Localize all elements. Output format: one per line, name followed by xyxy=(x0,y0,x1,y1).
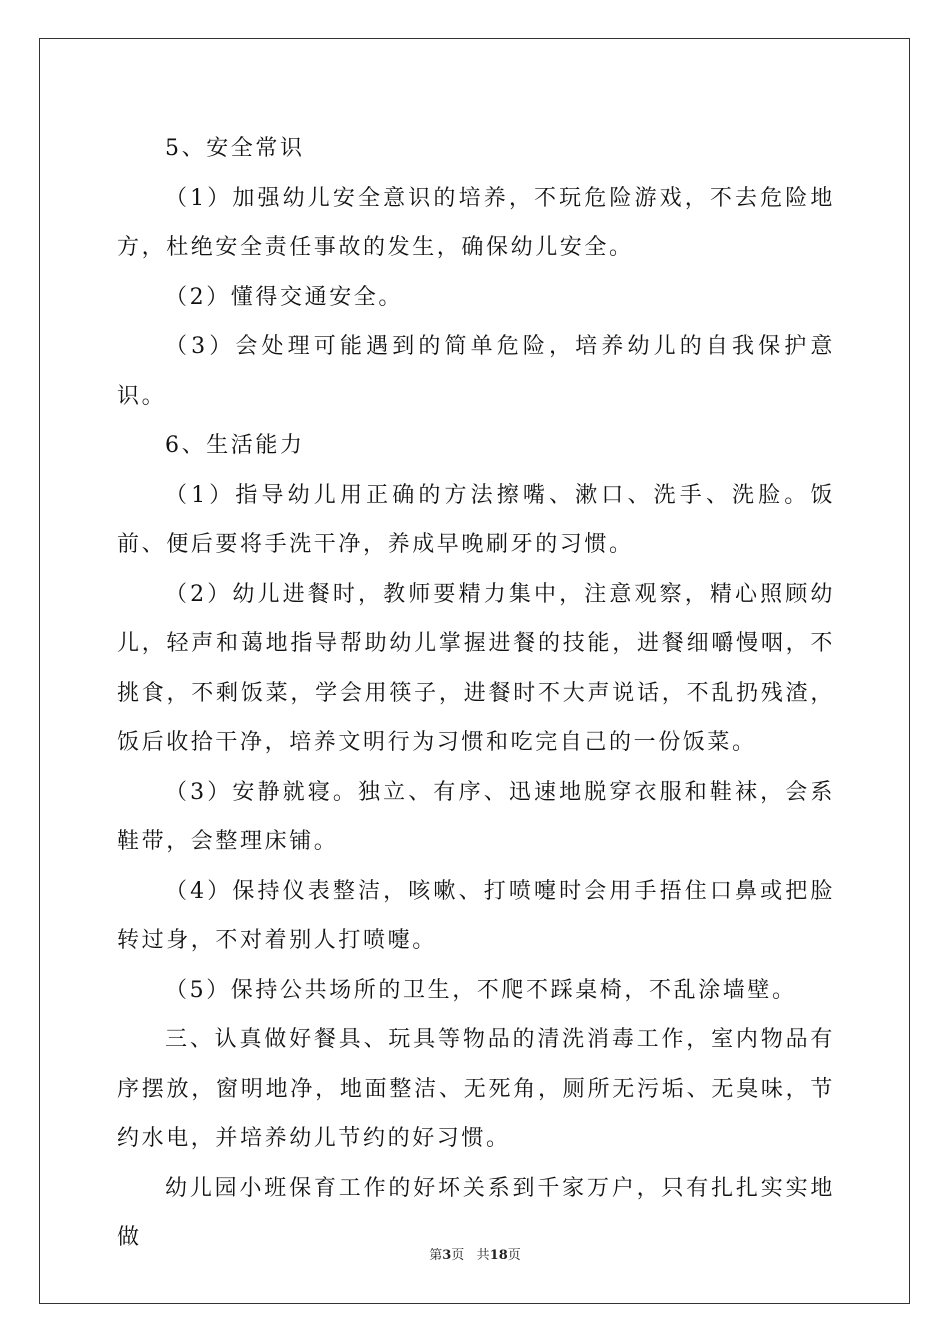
total-pages-number: 18 xyxy=(489,1248,508,1263)
document-body xyxy=(117,124,835,1263)
paragraph: 幼儿园小班保育工作的好坏关系到千家万户，只有扎扎实实地做 xyxy=(117,1175,835,1250)
footer-total-word: 页 xyxy=(507,1248,521,1263)
current-page-number: 3 xyxy=(442,1248,452,1263)
paragraph: （3）安静就寝。独立、有序、迅速地脱穿衣服和鞋袜，会系鞋带，会整理床铺。 xyxy=(117,779,835,854)
page-footer xyxy=(0,1247,950,1265)
footer-total-prefix: 共 xyxy=(476,1248,490,1263)
footer-prefix: 第 xyxy=(429,1248,443,1263)
paragraph: （2）幼儿进餐时，教师要精力集中，注意观察，精心照顾幼儿，轻声和蔼地指导帮助幼儿掌握进餐的技能，进餐细嚼慢咽，不挑食，不剩饭菜，学会用筷子，进餐时不大声说话，不乱扔残渣，饭后收拾干净，培养文明行为习惯和吃完自己的一份饭菜。 xyxy=(117,581,835,755)
paragraph: （2）懂得交通安全。 xyxy=(165,284,403,310)
paragraph: （4）保持仪表整洁，咳嗽、打喷嚏时会用手捂住口鼻或把脸转过身，不对着别人打喷嚏。 xyxy=(117,878,835,953)
paragraph: 三、认真做好餐具、玩具等物品的清洗消毒工作，室内物品有序摆放，窗明地净，地面整洁、无死角，厕所无污垢、无臭味，节约水电，并培养幼儿节约的好习惯。 xyxy=(117,1027,835,1151)
paragraph: （1）加强幼儿安全意识的培养，不玩危险游戏，不去危险地方，杜绝安全责任事故的发生，确保幼儿安全。 xyxy=(117,185,835,260)
paragraph: 5、安全常识 xyxy=(165,136,305,161)
paragraph: （5）保持公共场所的卫生，不爬不踩桌椅，不乱涂墙壁。 xyxy=(165,977,797,1003)
paragraph: 6、生活能力 xyxy=(165,433,305,458)
paragraph: （3）会处理可能遇到的简单危险，培养幼儿的自我保护意识。 xyxy=(117,334,835,409)
footer-page-word: 页 xyxy=(451,1248,465,1263)
paragraph: （1）指导幼儿用正确的方法擦嘴、漱口、洗手、洗脸。饭前、便后要将手洗干净，养成早晚刷牙的习惯。 xyxy=(117,482,835,557)
